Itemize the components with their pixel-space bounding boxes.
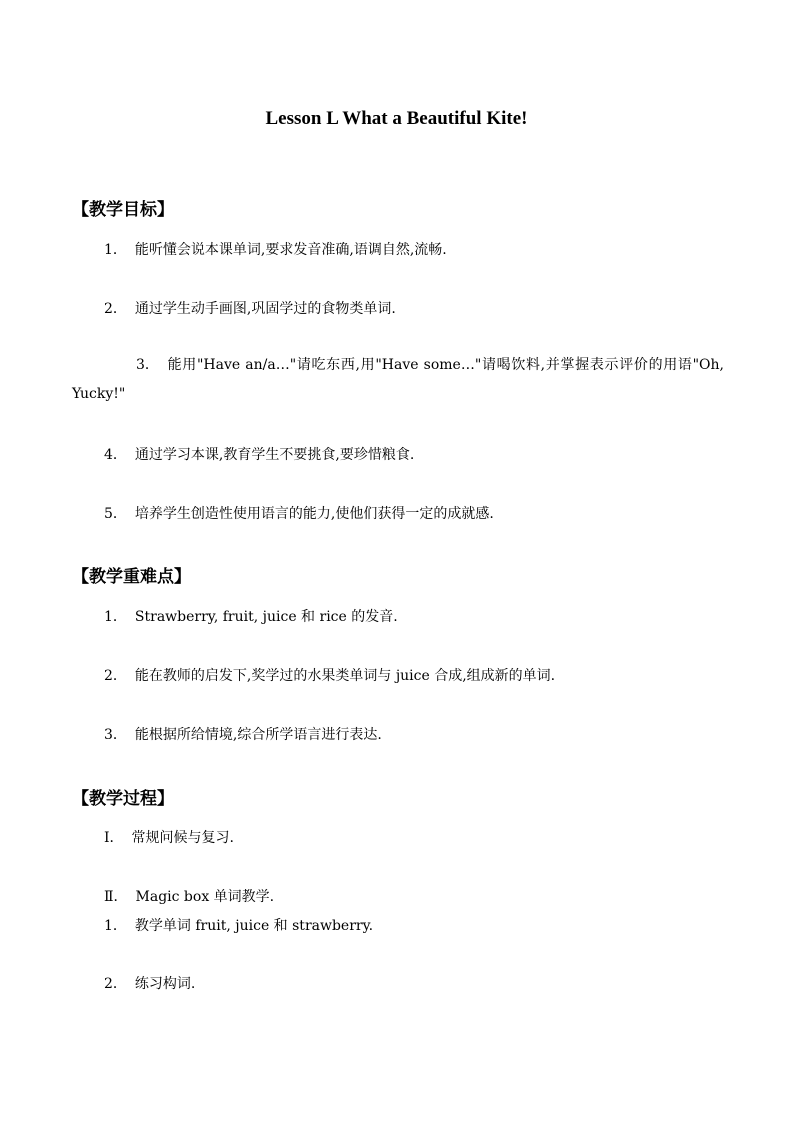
item-text: 培养学生创造性使用语言的能力,使他们获得一定的成就感. [134, 506, 494, 522]
item-text: 教学单词 fruit, juice 和 strawberry. [134, 918, 374, 934]
item-text: 能根据所给情境,综合所学语言进行表达. [134, 727, 382, 743]
item-text: 能听懂会说本课单词,要求发音准确,语调自然,流畅. [134, 242, 447, 258]
list-item [104, 606, 398, 626]
list-item [104, 665, 555, 685]
list-item [104, 444, 414, 464]
list-item [104, 724, 382, 744]
item-number: 4． [104, 447, 127, 463]
item-number: 2． [104, 976, 127, 992]
list-item [104, 298, 396, 318]
item-number: 5． [104, 506, 127, 522]
list-item [104, 915, 373, 935]
list-item [72, 351, 724, 409]
list-item [104, 827, 234, 847]
item-text: 练习构词. [134, 976, 196, 992]
item-number: 3． [136, 357, 159, 373]
list-item [104, 973, 195, 993]
item-text: 能在教师的启发下,奖学过的水果类单词与 juice 合成,组成新的单词. [134, 668, 556, 684]
item-text: Magic box 单词教学. [135, 889, 275, 905]
document-title: Lesson L What a Beautiful Kite! [265, 108, 528, 129]
section-heading-key-points: 【教学重难点】 [72, 567, 191, 587]
item-number: 2． [104, 301, 127, 317]
section-heading-process: 【教学过程】 [72, 789, 174, 809]
item-text: 能用"Have an/a…"请吃东西,用"Have some…"请喝饮料,并掌握表示评价的用语"Oh, Yucky!" [72, 357, 724, 402]
item-number: 2． [104, 668, 127, 684]
list-item [104, 239, 447, 259]
list-item [104, 886, 274, 906]
item-number: 1． [104, 242, 127, 258]
item-number: Ⅱ． [104, 889, 128, 905]
item-number: 3． [104, 727, 127, 743]
item-text: Strawberry, fruit, juice 和 rice 的发音. [134, 609, 398, 625]
item-text: 常规问候与复习. [131, 830, 234, 846]
item-number: 1． [104, 918, 127, 934]
item-text: 通过学习本课,教育学生不要挑食,要珍惜粮食. [134, 447, 415, 463]
list-item [104, 503, 494, 523]
item-number: 1． [104, 609, 127, 625]
section-heading-objectives: 【教学目标】 [72, 200, 174, 220]
item-number: Ⅰ． [104, 830, 124, 846]
item-text: 通过学生动手画图,巩固学过的食物类单词. [134, 301, 396, 317]
